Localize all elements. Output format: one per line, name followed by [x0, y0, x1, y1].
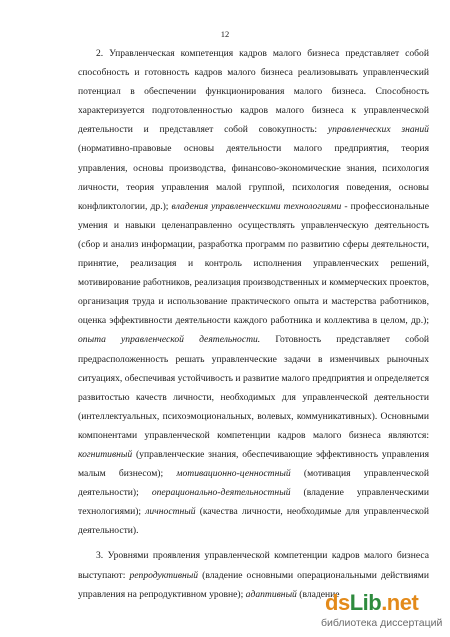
italic-term: репродуктивный [129, 569, 199, 581]
italic-term: операционально-деятельностный [151, 487, 291, 499]
page-number: 12 [220, 29, 230, 39]
text-run: 2. Управленческая компетенция кадров малого бизнеса представляет собой способность и готовность кадров малого бизнеса реализовывать управленческий потенциал в обеспечении функционирования малого бизнеса. Способность характеризуется подготовленностью кадров малого бизнеса к управленческой деятельности и представляет собой совокупность: [78, 48, 429, 136]
italic-term: управленческих знаний [327, 124, 429, 136]
text-run: - профессиональные умения и навыки целенаправленно осуществлять управленческую деятельность (сбор и анализ информации, разработка программ по развитию сферы деятельности, принятие, реализация и контроль исполнения управленческих решений, мотивирование работников, реализация производственных и коммерческих проектов, организация труда и использование практического опыта и мастерства работников, оценка эффективности деятельности каждого работника и коллектива в целом, др.); [78, 200, 429, 327]
italic-term: адаптивный [245, 588, 297, 600]
text-run: Готовность представляет собой предрасположенность решать управленческие задачи в изменчивых рыночных ситуациях, обеспечивая устойчивость и развитие малого предприятия и определяется развитостью качеств личности, необходимых для управленческой деятельности (интеллектуальных, психоэмоциональных, волевых, коммуникативных). Основными компонентами управленческой компетенции кадров малого бизнеса являются: [78, 334, 429, 441]
text-run: (нормативно-правовые основы деятельности малого предприятия, теория управления, основы производства, финансово-экономические знания, психология личности, теория управления малой группой, психология поведения, основы конфликтологии, др.); [78, 143, 429, 212]
text-run: (владение [296, 588, 340, 600]
text-run: (мотивация управленческой деятельности); [78, 468, 429, 499]
dslib-logo [325, 591, 418, 615]
dslib-watermark [321, 589, 449, 637]
paragraph [78, 44, 429, 540]
watermark-subtitle: библиотека диссертаций [321, 617, 443, 629]
document-body [78, 44, 429, 604]
italic-term: мотивационно-ценностный [176, 468, 291, 480]
text-run: (управленческие знания, обеспечивающие эффективность управления малым бизнесом); [78, 448, 429, 480]
italic-term: владения управленческими технологиями [171, 200, 342, 212]
italic-term: опыта управленческой деятельности. [78, 334, 261, 346]
text-run: (владение основными операциональными действиями управления на репродуктивном уровне); [78, 569, 429, 600]
watermark-brand: dsLib.net [325, 590, 419, 615]
text-run: (качества личности, необходимые для управленческой деятельности). [78, 506, 429, 537]
text-run: 3. Уровнями проявления управленческой компетенции кадров малого бизнеса выступают: [78, 550, 429, 581]
text-run: (владение управленческими технологиями); [78, 487, 429, 518]
italic-term: когнитивный [78, 448, 133, 460]
italic-term: личностный [145, 506, 196, 518]
